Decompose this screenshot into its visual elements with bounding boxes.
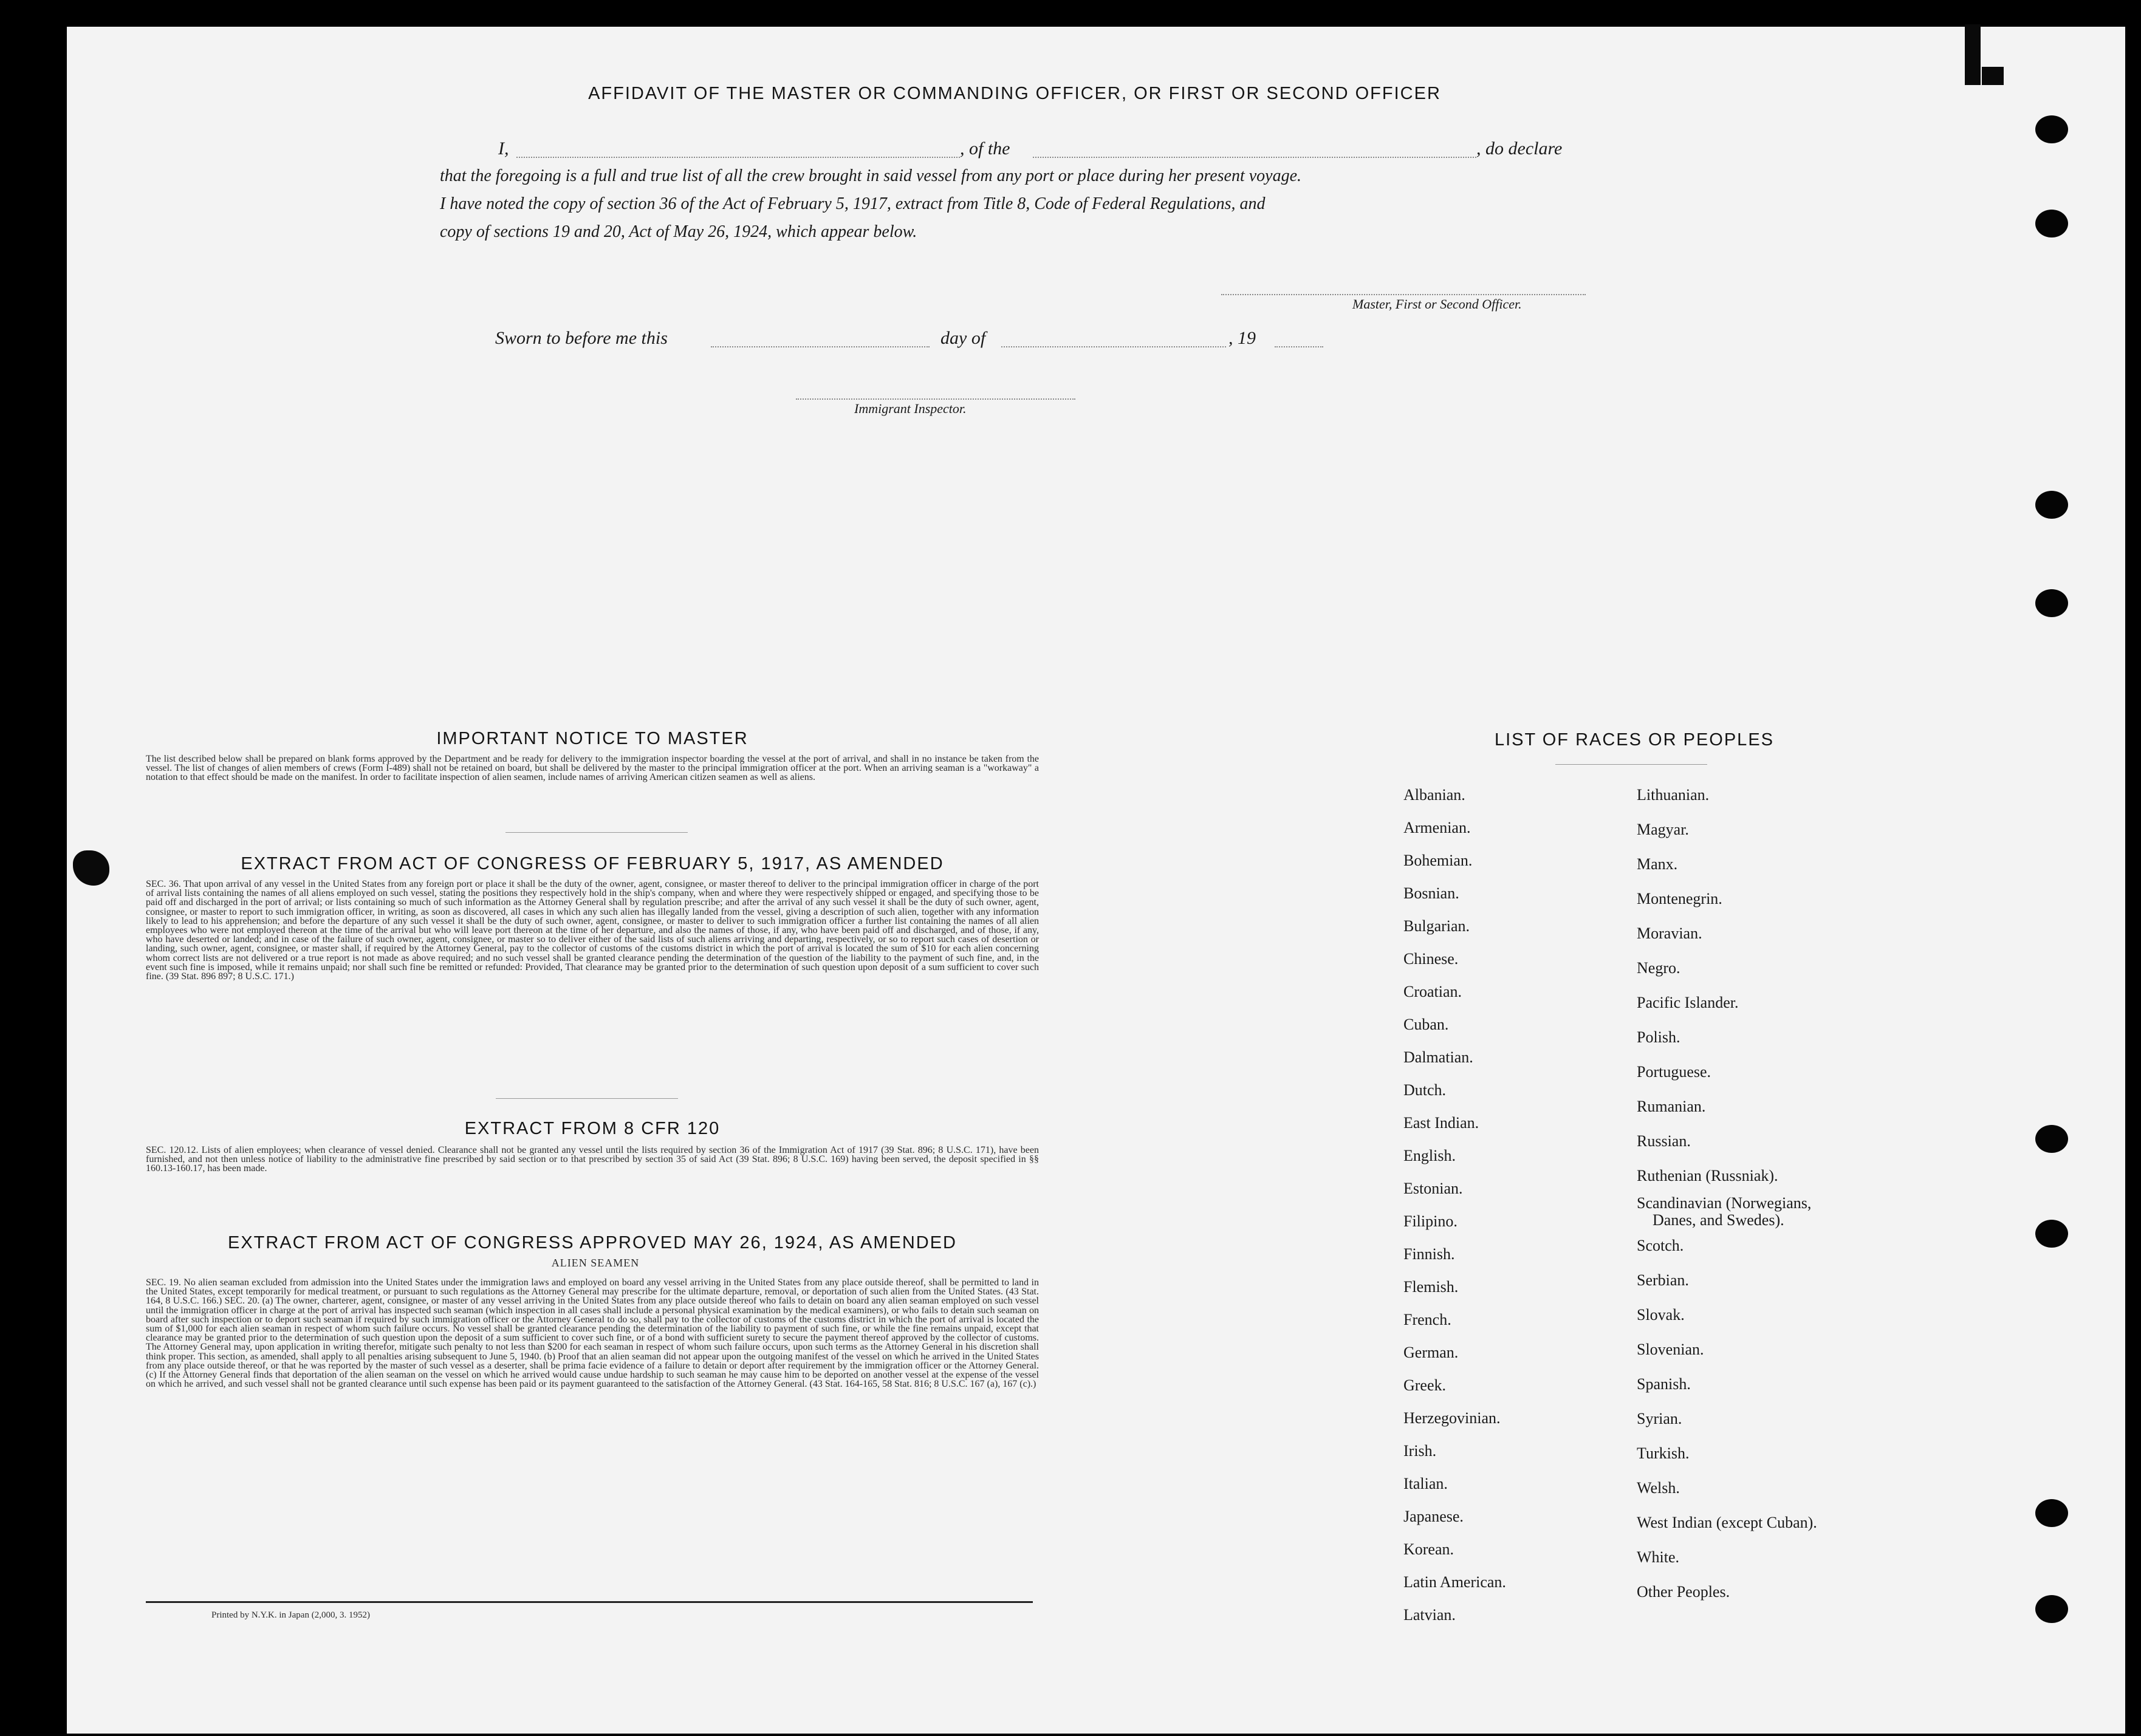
race-item: Slovenian.: [1637, 1341, 1704, 1358]
sworn-year-blank[interactable]: [1275, 346, 1323, 347]
affidavit-i-label: I,: [498, 138, 509, 159]
extract-1924-title: EXTRACT FROM ACT OF CONGRESS APPROVED MAY 26, 1924, AS AMENDED: [228, 1233, 957, 1252]
affidavit-line-2: that the foregoing is a full and true list of all the crew brought in said vessel from any port or place during her present voyage.: [440, 166, 1302, 185]
race-item: Bulgarian.: [1403, 917, 1470, 935]
race-item: Syrian.: [1637, 1410, 1682, 1427]
race-item: Lithuanian.: [1637, 786, 1710, 804]
sworn-month-blank[interactable]: [1001, 346, 1226, 347]
race-item: Latvian.: [1403, 1606, 1456, 1624]
race-item: East Indian.: [1403, 1114, 1479, 1132]
race-item: Pacific Islander.: [1637, 994, 1739, 1011]
year-label: , 19: [1228, 328, 1256, 348]
race-item: Japanese.: [1403, 1508, 1464, 1525]
inspector-caption: Immigrant Inspector.: [854, 401, 967, 416]
race-item: Italian.: [1403, 1475, 1448, 1492]
race-item: Ruthenian (Russniak).: [1637, 1167, 1778, 1184]
printed-by: Printed by N.Y.K. in Japan (2,000, 3. 1952): [211, 1610, 370, 1620]
race-item: Manx.: [1637, 855, 1678, 873]
affidavit-line-4: copy of sections 19 and 20, Act of May 26, 1924, which appear below.: [440, 222, 917, 241]
affidavit-line-3: I have noted the copy of section 36 of the Act of February 5, 1917, extract from Title 8, Code of Federal Regulations, and: [440, 194, 1266, 213]
race-item: White.: [1637, 1548, 1680, 1566]
race-item: Greek.: [1403, 1376, 1447, 1394]
race-item: Serbian.: [1637, 1271, 1689, 1289]
race-item: Polish.: [1637, 1028, 1680, 1046]
affidavit-title: AFFIDAVIT OF THE MASTER OR COMMANDING OFFICER, OR FIRST OR SECOND OFFICER: [588, 84, 1441, 103]
binder-hole-8: [2035, 1595, 2068, 1623]
race-item: Welsh.: [1637, 1479, 1680, 1497]
race-item: English.: [1403, 1147, 1456, 1164]
race-item: Cuban.: [1403, 1016, 1449, 1033]
race-item: Finnish.: [1403, 1245, 1455, 1263]
race-item-continued: Danes, and Swedes).: [1653, 1211, 1784, 1229]
race-item: Bosnian.: [1403, 884, 1459, 902]
sworn-day-blank[interactable]: [711, 346, 930, 347]
extract-1924-subtitle: ALIEN SEAMEN: [551, 1257, 640, 1269]
binder-hole-2: [2035, 210, 2068, 238]
race-item: Negro.: [1637, 959, 1680, 977]
race-item: Korean.: [1403, 1540, 1454, 1558]
extract-cfr-body: SEC. 120.12. Lists of alien employees; when clearance of vessel denied. Clearance shall not be granted any vessel until the lists required by section 36 of the Immigration Act of 1917 (39 Stat. 896; 8 U.S.C. 171), have been furnished, and not then unless notice of liability to the administrative fine prescribed by said section or to that prescribed by section 35 of said Act (39 Stat. 896; 8 U.S.C. 169) having been served, the deposit specified in §§ 160.13-160.17, has been made.: [146, 1145, 1039, 1174]
corner-clip-mark: [1965, 24, 1981, 85]
race-item: Turkish.: [1637, 1444, 1690, 1462]
race-item: Albanian.: [1403, 786, 1465, 804]
race-item: Russian.: [1637, 1132, 1691, 1150]
race-item: Portuguese.: [1637, 1063, 1711, 1081]
races-divider: [1555, 764, 1707, 765]
extract-1924-body: SEC. 19. No alien seaman excluded from admission into the United States under the immigration laws and employed on board any vessel arriving in the United States from any place outside thereof, shall be permitted to land in the United States, except temporarily for medical treatment, or pursuant to such regulations as the Attorney General may prescribe for the ultimate departure, removal, or deportation of such alien from the United States. (43 Stat. 164, 8 U.S.C. 166.) SEC. 20. (a) The owner, charterer, agent, consignee, or master of any vessel arriving in the United States from any place outside thereof who fails to detain on board any alien seaman employed on such vessel until the immigration officer in charge at the port of arrival has inspected such seaman (which inspection in all cases shall include a personal physical examination by the medical examiners), or who fails to detain such seaman on board after such inspection or to deport such seaman if required by such immigration officer or the Attorney General to do so, shall pay to the collector of customs of the customs district in which the port of arrival is located the sum of $1,000 for each alien seaman in respect of whom such failure occurs. No vessel shall be granted clearance pending the determination of the liability to payment of such fine, or while the fine remains unpaid, except that clearance may be granted prior to the determination of such question upon the deposit of a sum sufficient to cover such fine, or of a bond with sufficient surety to secure the payment thereof approved by the collector of customs. The Attorney General may, upon application in writing therefor, mitigate such penalty to not less than $200 for each seaman in respect of whom such failure occurs, upon such terms as the Attorney General in his discretion shall think proper. This section, as amended, shall apply to all penalties arising subsequent to June 5, 1940. (b) Proof that an alien seaman did not appear upon the outgoing manifest of the vessel on which he arrived in the United States from any place outside thereof, or that he was reported by the master of such vessel as a deserter, shall be prima facie evidence of a failure to detain or deport after requirement by the immigration officer or the Attorney General. (c) If the Attorney General finds that deportation of the alien seaman on the vessel on which he arrived would cause undue hardship to such seaman he may cause him to be deported on another vessel at the expense of the vessel on which he arrived, and such vessel shall not be granted clearance until such expense has been paid or its payment guaranteed to the satisfaction of the Attorney General. (43 Stat. 164-165, 58 Stat. 816; 8 U.S.C. 167 (a), 167 (c).): [146, 1277, 1039, 1390]
extract-cfr-title: EXTRACT FROM 8 CFR 120: [464, 1119, 721, 1138]
binder-hole-4: [2035, 589, 2068, 617]
race-item: Flemish.: [1403, 1278, 1459, 1296]
race-item: Bohemian.: [1403, 852, 1473, 869]
binder-hole-7: [2035, 1499, 2068, 1527]
race-item: Irish.: [1403, 1442, 1437, 1460]
race-item: Armenian.: [1403, 819, 1471, 836]
signature-caption: Master, First or Second Officer.: [1352, 296, 1522, 312]
day-of-label: day of: [940, 328, 986, 348]
notice-title: IMPORTANT NOTICE TO MASTER: [436, 729, 748, 748]
race-item: Filipino.: [1403, 1212, 1458, 1230]
race-item: Slovak.: [1637, 1306, 1685, 1324]
vessel-blank[interactable]: [1033, 157, 1476, 158]
race-item: Moravian.: [1637, 924, 1702, 942]
race-item: Spanish.: [1637, 1375, 1691, 1393]
race-item: Dutch.: [1403, 1081, 1447, 1099]
race-item: Chinese.: [1403, 950, 1459, 968]
races-title: LIST OF RACES OR PEOPLES: [1494, 730, 1775, 750]
race-item: West Indian (except Cuban).: [1637, 1514, 1817, 1531]
extract-1917-title: EXTRACT FROM ACT OF CONGRESS OF FEBRUARY 5, 1917, AS AMENDED: [241, 854, 944, 873]
race-item: French.: [1403, 1311, 1451, 1328]
race-item: Estonian.: [1403, 1180, 1463, 1197]
race-item: Croatian.: [1403, 983, 1462, 1000]
footer-rule: [146, 1601, 1033, 1603]
extract-1917-divider: [496, 1098, 678, 1099]
race-item: Scandinavian (Norwegians,: [1637, 1194, 1812, 1212]
race-item: Latin American.: [1403, 1573, 1506, 1591]
race-item: German.: [1403, 1344, 1459, 1361]
sworn-label: Sworn to before me this: [495, 328, 668, 348]
race-item: Magyar.: [1637, 821, 1689, 838]
extract-1917-body: SEC. 36. That upon arrival of any vessel in the United States from any foreign port or place it shall be the duty of the owner, agent, consignee, or master thereof to deliver to the principal immigration officer in charge of the port of arrival lists containing the names of all aliens employed on such vessel, stating the positions they respectively hold in the ship's company, when and where they were respectively shipped or engaged, and specifying those to be paid off and discharged in the port of arrival; or lists containing so much of such information as the Attorney General shall by regulation prescribe; and after the arrival of any such vessel it shall be the duty of such owner, agent, consignee, or master to report to such immigration officer, in writing, as soon as discovered, all cases in which any such alien has illegally landed from the vessel, giving a description of such alien, together with any information likely to lead to his apprehension; and before the departure of any such vessel it shall be the duty of such owner, agent, consignee, or master to deliver to such immigration officer a further list containing the names of all alien employees who were not employed thereon at the time of the arrival but who will leave port thereon at the time of her departure, and also the names of those, if any, who have been paid off and discharged, and of those, if any, who have deserted or landed; and in case of the failure of such owner, agent, consignee, or master so to deliver either of the said lists of such aliens arriving and departing, respectively, or so to report such cases of desertion or landing, such owner, agent, consignee, or master shall, if required by the Attorney General, pay to the collector of customs of the customs district in which the port of arrival is located the sum of $10 for each alien concerning whom correct lists are not delivered or a true report is not made as above required; and no such vessel shall be granted clearance pending the determination of the question of the liability to the payment of such fine, and, in the event such fine is imposed, while it remains unpaid; nor shall such fine be remitted or refunded: Provided, That clearance may be granted prior to the determination of such question upon deposit of a sum sufficient to cover such fine. (39 Stat. 896 897; 8 U.S.C. 171.): [146, 879, 1039, 982]
notice-divider: [505, 832, 688, 833]
race-item: Other Peoples.: [1637, 1583, 1730, 1601]
binder-hole-3: [2035, 491, 2068, 519]
binder-hole-5: [2035, 1125, 2068, 1153]
name-blank[interactable]: [516, 157, 960, 158]
race-item: Scotch.: [1637, 1237, 1684, 1254]
race-item: Dalmatian.: [1403, 1048, 1473, 1066]
corner-clip-mark-2: [1982, 67, 2004, 85]
inspector-signature-blank[interactable]: [796, 398, 1075, 400]
race-item: Montenegrin.: [1637, 890, 1722, 907]
affidavit-do-declare: , do declare: [1476, 138, 1563, 159]
notice-body: The list described below shall be prepared on blank forms approved by the Department and be ready for delivery to the immigration inspector boarding the vessel at the port of arrival, and shall in no instance be taken from the vessel. The list of changes of alien members of crews (Form I-489) shall not be retained on board, but shall be delivered by the master to the principal immigration officer at the port. When an arriving seaman is a "workaway" a notation to that effect should be made on the manifest. In order to facilitate inspection of alien seamen, include names of arriving American citizen seamen as well as aliens.: [146, 754, 1039, 783]
binder-hole-6: [2035, 1220, 2068, 1248]
binder-hole-1: [2035, 115, 2068, 143]
affidavit-of-the: , of the: [960, 138, 1010, 159]
race-item: Rumanian.: [1637, 1098, 1706, 1115]
signature-blank[interactable]: [1221, 294, 1586, 295]
race-item: Herzegovinian.: [1403, 1409, 1501, 1427]
